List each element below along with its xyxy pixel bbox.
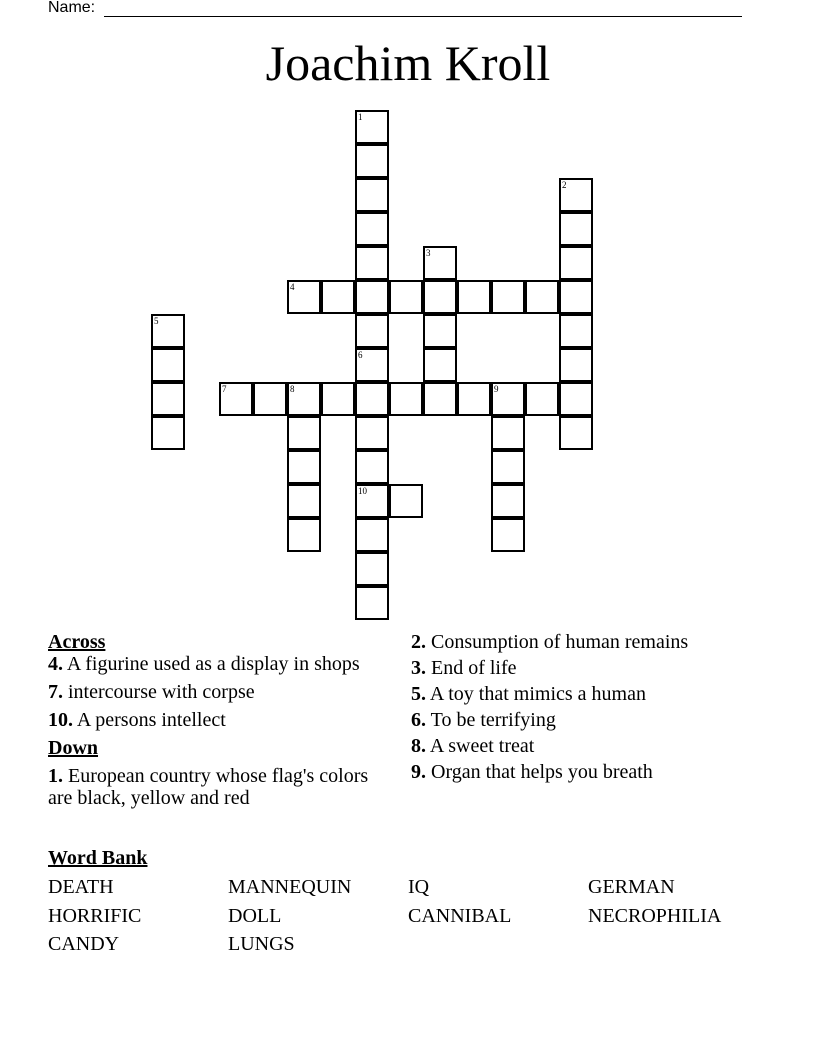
grid-cell[interactable] xyxy=(219,382,253,416)
grid-cell[interactable] xyxy=(457,382,491,416)
clue-text: A figurine used as a display in shops xyxy=(66,653,360,675)
grid-cell[interactable] xyxy=(525,280,559,314)
grid-cell[interactable] xyxy=(355,484,389,518)
cell-number: 6 xyxy=(358,350,363,360)
clue-number: 8. xyxy=(411,735,426,757)
grid-cell[interactable] xyxy=(525,382,559,416)
clue-number: 5. xyxy=(411,683,426,705)
cell-number: 9 xyxy=(494,384,499,394)
grid-cell[interactable] xyxy=(423,314,457,348)
grid-cell[interactable] xyxy=(253,382,287,416)
grid-cell[interactable] xyxy=(287,382,321,416)
clue-down-1 xyxy=(48,765,378,809)
grid-cell[interactable] xyxy=(423,280,457,314)
grid-cell[interactable] xyxy=(423,246,457,280)
clue-down-3 xyxy=(411,657,771,679)
grid-cell[interactable] xyxy=(559,416,593,450)
clue-text: Organ that helps you breath xyxy=(431,761,653,783)
clue-down-2 xyxy=(411,631,771,653)
clue-number: 10. xyxy=(48,709,73,731)
grid-cell[interactable] xyxy=(321,280,355,314)
grid-cell[interactable] xyxy=(151,416,185,450)
grid-cell[interactable] xyxy=(457,280,491,314)
grid-cell[interactable] xyxy=(355,416,389,450)
cell-number: 10 xyxy=(358,486,367,496)
grid-cell[interactable] xyxy=(389,382,423,416)
grid-cell[interactable] xyxy=(355,212,389,246)
grid-cell[interactable] xyxy=(389,484,423,518)
clue-number: 7. xyxy=(48,681,63,703)
grid-cell[interactable] xyxy=(287,484,321,518)
grid-cell[interactable] xyxy=(355,144,389,178)
clue-number: 3. xyxy=(411,657,426,679)
cell-number: 7 xyxy=(222,384,227,394)
clue-number: 4. xyxy=(48,653,63,675)
clue-down-6 xyxy=(411,709,771,731)
word-bank-item: DEATH xyxy=(48,876,114,898)
cell-number: 8 xyxy=(290,384,295,394)
grid-cell[interactable] xyxy=(287,450,321,484)
grid-cell[interactable] xyxy=(491,518,525,552)
grid-cell[interactable] xyxy=(355,280,389,314)
word-bank-title: Word Bank xyxy=(48,847,148,869)
clue-text: A sweet treat xyxy=(429,735,535,757)
grid-cell[interactable] xyxy=(355,450,389,484)
down-heading: Down xyxy=(48,737,99,759)
word-bank-item: CANNIBAL xyxy=(408,905,512,927)
clue-number: 6. xyxy=(411,709,426,731)
cell-number: 5 xyxy=(154,316,159,326)
grid-cell[interactable] xyxy=(423,382,457,416)
grid-cell[interactable] xyxy=(491,280,525,314)
cell-number: 1 xyxy=(358,112,363,122)
grid-cell[interactable] xyxy=(151,314,185,348)
grid-cell[interactable] xyxy=(355,518,389,552)
grid-cell[interactable] xyxy=(151,348,185,382)
cell-number: 2 xyxy=(562,180,567,190)
page-title: Joachim Kroll xyxy=(265,35,551,91)
grid-cell[interactable] xyxy=(491,416,525,450)
clue-across-7 xyxy=(48,681,378,703)
grid-cell[interactable] xyxy=(355,586,389,620)
clues-right-column xyxy=(411,631,771,787)
word-bank-item: IQ xyxy=(408,876,430,898)
clue-down-9 xyxy=(411,761,771,783)
grid-cell[interactable] xyxy=(491,450,525,484)
grid-cell[interactable] xyxy=(559,348,593,382)
word-bank-item: LUNGS xyxy=(228,933,295,955)
grid-cell[interactable] xyxy=(559,314,593,348)
clue-text: End of life xyxy=(431,657,517,679)
word-bank-item: DOLL xyxy=(228,905,282,927)
grid-cell[interactable] xyxy=(559,212,593,246)
across-heading: Across xyxy=(48,631,106,653)
grid-cell[interactable] xyxy=(151,382,185,416)
clue-number: 2. xyxy=(411,631,426,653)
clue-text: intercourse with corpse xyxy=(68,681,255,703)
name-label: Name: xyxy=(48,0,96,16)
grid-cell[interactable] xyxy=(355,246,389,280)
grid-cell[interactable] xyxy=(355,314,389,348)
grid-cell[interactable] xyxy=(491,484,525,518)
grid-cell[interactable] xyxy=(287,416,321,450)
clue-number: 1. xyxy=(48,765,63,787)
word-bank-item: CANDY xyxy=(48,933,120,955)
grid-cell[interactable] xyxy=(355,110,389,144)
grid-cell[interactable] xyxy=(559,246,593,280)
clues-left-column xyxy=(48,631,378,815)
clue-text: Consumption of human remains xyxy=(431,631,689,653)
clue-down-8 xyxy=(411,735,771,757)
clue-text: A toy that mimics a human xyxy=(429,683,646,705)
clue-across-10 xyxy=(48,709,378,731)
grid-cell[interactable] xyxy=(355,552,389,586)
word-bank-item: NECROPHILIA xyxy=(588,905,722,927)
grid-cell[interactable] xyxy=(321,382,355,416)
word-bank-item: MANNEQUIN xyxy=(228,876,352,898)
grid-cell[interactable] xyxy=(355,382,389,416)
grid-cell[interactable] xyxy=(287,518,321,552)
grid-cell[interactable] xyxy=(355,178,389,212)
grid-cell[interactable] xyxy=(559,382,593,416)
clue-text: A persons intellect xyxy=(76,709,226,731)
cell-number: 3 xyxy=(426,248,431,258)
grid-cell[interactable] xyxy=(287,280,321,314)
word-bank-item: GERMAN xyxy=(588,876,675,898)
clue-down-5 xyxy=(411,683,771,705)
grid-cell[interactable] xyxy=(491,382,525,416)
clue-number: 9. xyxy=(411,761,426,783)
word-bank-item: HORRIFIC xyxy=(48,905,142,927)
clue-across-4 xyxy=(48,653,378,675)
clue-text: To be terrifying xyxy=(430,709,556,731)
grid-cell[interactable] xyxy=(423,348,457,382)
grid-cell[interactable] xyxy=(559,178,593,212)
grid-cell[interactable] xyxy=(559,280,593,314)
grid-cell[interactable] xyxy=(389,280,423,314)
grid-cell[interactable] xyxy=(355,348,389,382)
clue-text: European country whose flag's colors are black, yellow and red xyxy=(48,765,369,809)
cell-number: 4 xyxy=(290,282,295,292)
